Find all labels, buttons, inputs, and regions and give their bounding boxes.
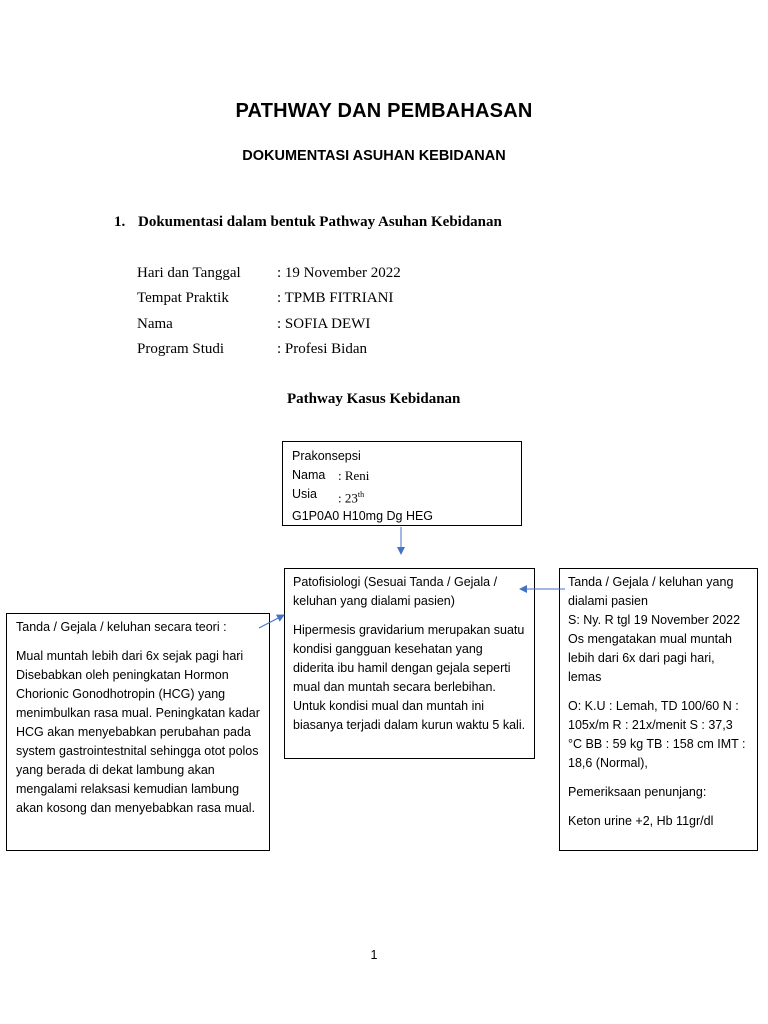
pasien-subjective: S: Ny. R tgl 19 November 2022 Os mengatakan mual muntah lebih dari 6x dari pagi hari, lemas bbox=[568, 613, 741, 684]
arrow-teori-to-patofisiologi bbox=[259, 615, 284, 628]
page-number: 1 bbox=[370, 948, 378, 962]
info-value: : SOFIA DEWI bbox=[277, 316, 371, 332]
pasien-title: Tanda / Gejala / keluhan yang dialami pasien bbox=[568, 575, 734, 608]
info-label: Hari dan Tanggal bbox=[137, 265, 241, 281]
info-label: Nama bbox=[137, 316, 173, 332]
pathway-heading: Pathway Kasus Kebidanan bbox=[287, 391, 461, 407]
teori-title: Tanda / Gejala / keluhan secara teori : bbox=[16, 620, 227, 634]
prakonsepsi-diagnosis: G1P0A0 H10mg Dg HEG bbox=[292, 509, 434, 524]
info-value: : 19 November 2022 bbox=[277, 265, 401, 281]
prakonsepsi-name-value: : Reni bbox=[338, 468, 370, 483]
prakonsepsi-age-label: Usia bbox=[292, 487, 318, 501]
teori-body: Mual muntah lebih dari 6x sejak pagi hari Disebabkan oleh peningkatan Hormon Chorionic Gonodhotropin (HCG) yang menimbulkan rasa mual. Peningkatan kadar HCG akan menyebabkan perubahan pada system gastrointestnital sehingga otot polos yang berada di dekat lambung akan mengalami relaksasi kemudian lambung akan kosong dan menyebabkan rasa mual. bbox=[16, 649, 260, 815]
prakonsepsi-title: Prakonsepsi bbox=[292, 449, 361, 463]
pasien-objective: O: K.U : Lemah, TD 100/60 N : 105x/m R : 21x/menit S : 37,3 °C BB : 59 kg TB : 158 cm IMT : 18,6 (Normal), bbox=[568, 699, 746, 770]
info-label: Program Studi bbox=[137, 341, 225, 357]
document-title: PATHWAY DAN PEMBAHASAN bbox=[235, 100, 533, 122]
patofisiologi-body: Hipermesis gravidarium merupakan suatu kondisi gangguan kesehatan yang diderita ibu hamil dengan gejala seperti mual dan muntah secara berlebihan. Untuk kondisi mual dan muntah ini biasanya terjadi dalam kurun waktu 5 kali. bbox=[293, 623, 526, 732]
prakonsepsi-age-value: : 23 bbox=[338, 490, 358, 506]
pasien-support-title: Pemeriksaan penunjang: bbox=[568, 785, 707, 799]
pasien-support-result: Keton urine +2, Hb 11gr/dl bbox=[568, 814, 714, 828]
section-number: 1. bbox=[114, 214, 126, 230]
info-label: Tempat Praktik bbox=[137, 290, 229, 306]
patofisiologi-title: Patofisiologi (Sesuai Tanda / Gejala / keluhan yang dialami pasien) bbox=[293, 575, 498, 608]
prakonsepsi-name-label: Nama bbox=[292, 468, 326, 482]
section-heading-text: Dokumentasi dalam bentuk Pathway Asuhan Kebidanan bbox=[138, 214, 502, 230]
prakonsepsi-age-sup: th bbox=[357, 490, 365, 499]
info-value: : Profesi Bidan bbox=[277, 341, 367, 357]
document-subtitle: DOKUMENTASI ASUHAN KEBIDANAN bbox=[242, 148, 506, 164]
info-value: : TPMB FITRIANI bbox=[277, 290, 394, 306]
